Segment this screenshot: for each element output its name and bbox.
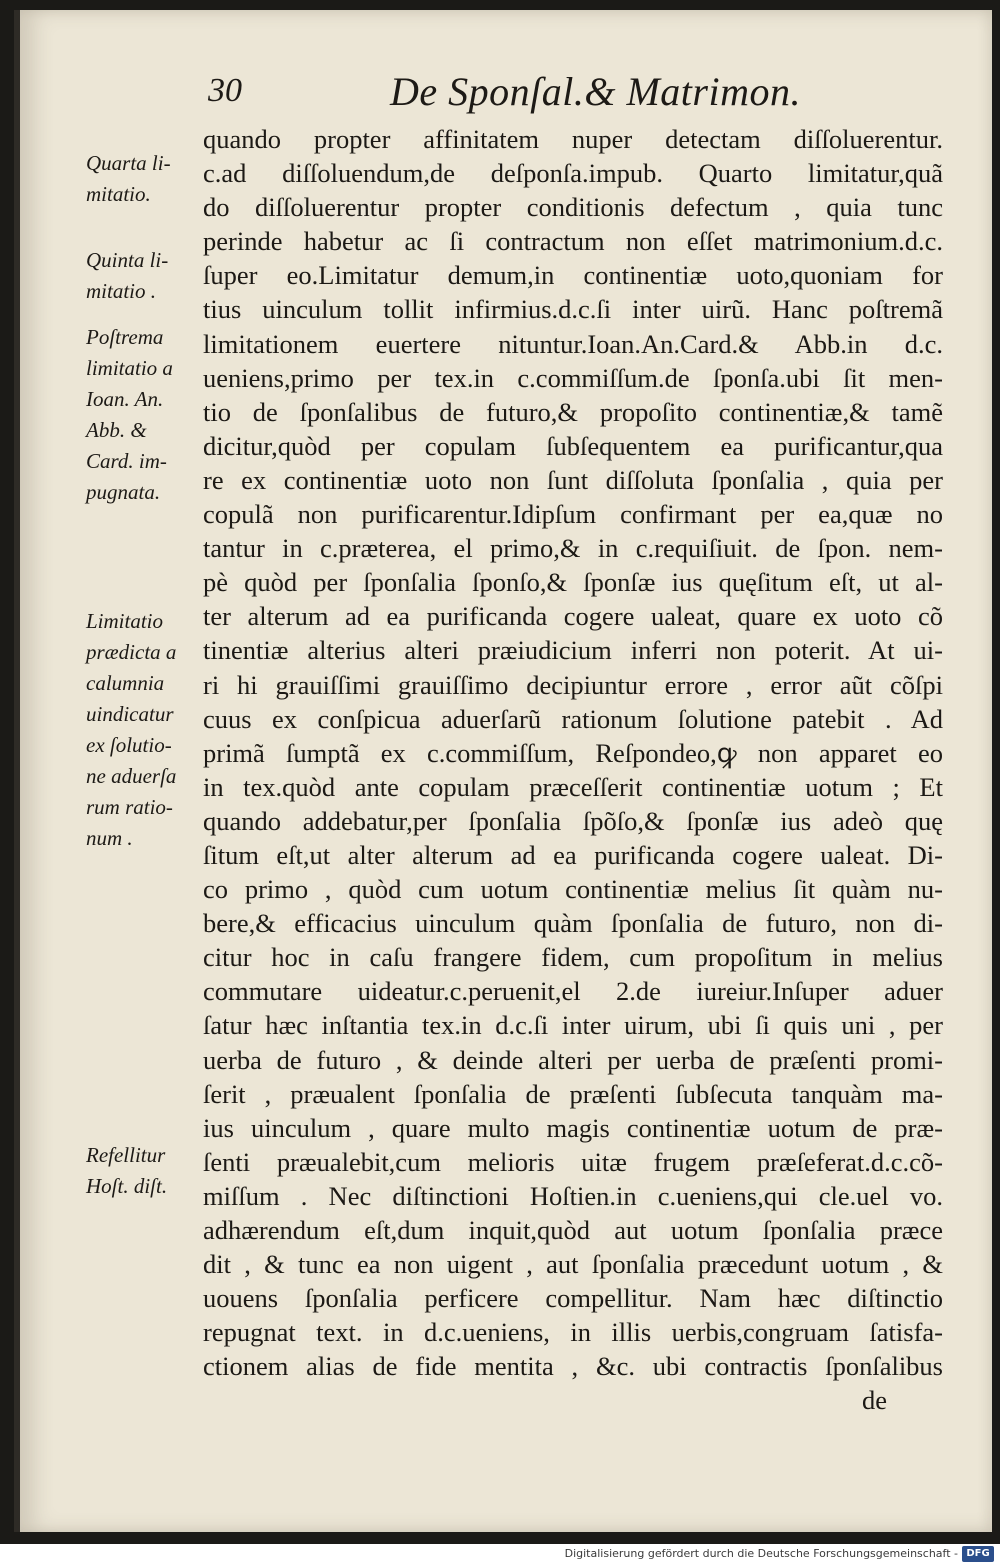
marginal-line: rum ratio- <box>86 795 173 819</box>
marginal-line: Quinta li- <box>86 248 169 272</box>
text-line: tius uinculum tollit infirmius.d.c.ſi inter uirũ. Hanc poſtremã <box>203 294 943 325</box>
marginal-line: Quarta li- <box>86 151 171 175</box>
text-line: ueniens,primo per tex.in c.commiſſum.de ſponſa.ubi ſit men- <box>203 362 943 393</box>
text-line: uerba de futuro , & deinde alteri per uerba de præſenti promi- <box>203 1044 943 1075</box>
running-title: De Sponſal.& Matrimon. <box>390 69 801 114</box>
marginal-line: ex ſolutio- <box>86 733 172 757</box>
text-line: commutare uideatur.c.peruenit,el 2.de iureiur.Inſuper aduer <box>203 976 943 1007</box>
catchword: de <box>861 1385 887 1416</box>
marginal-line: Limitatio <box>86 609 164 633</box>
text-line: limitationem euertere nituntur.Ioan.An.Card.& Abb.in d.c. <box>203 328 943 359</box>
text-line: tio de ſponſalibus de futuro,& propoſito continentiæ,& tamẽ <box>203 396 943 427</box>
text-line: tinentiæ alterius alteri præiudicium inferri non poterit. At ui- <box>203 635 943 666</box>
marginal-line: Refellitur <box>86 1143 166 1167</box>
text-line: re ex continentiæ uoto non ſunt diſſoluta ſponſalia , quia per <box>203 464 943 495</box>
text-line: citur hoc in caſu frangere fidem, cum propoſitum in melius <box>203 942 943 973</box>
text-line: dit , & tunc ea non uigent , aut ſponſalia præcedunt uotum , & <box>203 1249 943 1280</box>
text-line: bere,& efficacius uinculum quàm ſponſalia de futuro, non di- <box>203 908 943 939</box>
marginal-line: Hoſt. diſt. <box>86 1174 168 1198</box>
text-line: miſſum . Nec diſtinctioni Hoſtien.in c.ueniens,qui cle.uel vo. <box>203 1180 943 1211</box>
text-line: c.ad diſſoluendum,de deſponſa.impub. Quarto limitatur,quã <box>203 158 943 189</box>
marginal-line: mitatio. <box>86 182 151 206</box>
text-line: ſuper eo.Limitatur demum,in continentiæ uoto,quoniam for <box>203 260 943 291</box>
digitization-footer <box>0 1544 1000 1566</box>
marginal-line: Poſtrema <box>86 325 164 349</box>
text-line: pè quòd per ſponſalia ſponſo,& ſponſæ ius quęſitum eſt, ut al- <box>203 567 943 598</box>
marginal-line: mitatio . <box>86 279 157 303</box>
text-line: ri hi grauiſſimi grauiſſimo decipiuntur errore , error aũt cõſpi <box>203 669 943 700</box>
page-number: 30 <box>208 72 242 109</box>
text-line: perinde habetur ac ſi contractum non eſſet matrimonium.d.c. <box>203 226 943 257</box>
marginal-note-limitatio <box>86 606 196 854</box>
text-line: ſenti præualebit,cum melioris uitæ frugem præſeferat.d.c.cõ- <box>203 1146 943 1177</box>
funding-credit: Digitalisierung gefördert durch die Deutsche Forschungsgemeinschaft - <box>564 1547 958 1560</box>
marginal-line: ne aduerſa <box>86 764 177 788</box>
marginal-line: num . <box>86 826 133 850</box>
marginal-line: Ioan. An. <box>86 387 164 411</box>
body-text <box>203 122 943 1418</box>
text-line: ter alterum ad ea purificanda cogere ualeat, quare ex uoto cõ <box>203 601 943 632</box>
book-page <box>14 10 992 1532</box>
text-line: cuus ex conſpicua aduerſarũ rationum ſolutione patebit . Ad <box>203 703 943 734</box>
marginal-line: Card. im- <box>86 449 167 473</box>
marginal-note-postrema <box>86 322 196 508</box>
marginal-line: pugnata. <box>86 480 161 504</box>
marginal-line: calumnia <box>86 671 165 695</box>
text-line: co primo , quòd cum uotum continentiæ melius ſit quàm nu- <box>203 874 943 905</box>
text-line: copulã non purificarentur.Idipſum confirmant per ea,quæ no <box>203 499 943 530</box>
marginal-line: limitatio a <box>86 356 173 380</box>
text-line: dicitur,quòd per copulam ſubſequentem ea purificantur,qua <box>203 430 943 461</box>
text-line: primã ſumptã ex c.commiſſum, Reſpondeo,ꝙ non apparet eo <box>203 737 943 768</box>
marginal-line: uindicatur <box>86 702 174 726</box>
marginal-note-quinta <box>86 245 196 307</box>
text-line: quando addebatur,per ſponſalia ſpõſo,& ſponſæ ius adeò quę <box>203 805 943 836</box>
text-line: ctionem alias de fide mentita , &c. ubi contractis ſponſalibus <box>203 1351 943 1382</box>
page-header <box>20 68 998 118</box>
text-line: ſatur hæc inſtantia tex.in d.c.ſi inter uirum, ubi ſi quis uni , per <box>203 1010 943 1041</box>
text-line: ſerit , præualent ſponſalia de præſenti ſubſecuta tanquàm ma- <box>203 1078 943 1109</box>
text-line: tantur in c.præterea, el primo,& in c.requiſiuit. de ſpon. nem- <box>203 533 943 564</box>
text-line: quando propter affinitatem nuper detectam diſſoluerentur. <box>203 124 943 154</box>
marginal-note-refellitur <box>86 1140 196 1202</box>
text-line: uouens ſponſalia perficere compellitur. Nam hæc diſtinctio <box>203 1283 943 1314</box>
marginal-note-quarta <box>86 148 196 210</box>
text-line: do diſſoluerentur propter conditionis defectum , quia tunc <box>203 192 943 223</box>
text-line: repugnat text. in d.c.ueniens, in illis uerbis,congruam ſatisfa- <box>203 1317 943 1348</box>
text-line: ſitum eſt,ut alter alterum ad ea purificanda cogere ualeat. Di- <box>203 839 943 870</box>
marginal-line: prædicta a <box>86 640 177 664</box>
marginal-line: Abb. & <box>86 418 147 442</box>
dfg-logo-icon: DFG <box>962 1546 994 1562</box>
text-line: adhærendum eſt,dum inquit,quòd aut uotum ſponſalia præce <box>203 1215 943 1245</box>
text-line: ius uinculum , quare multo magis continentiæ uotum de præ- <box>203 1112 943 1143</box>
text-line: in tex.quòd ante copulam præceſſerit continentiæ uotum ; Et <box>203 771 943 802</box>
